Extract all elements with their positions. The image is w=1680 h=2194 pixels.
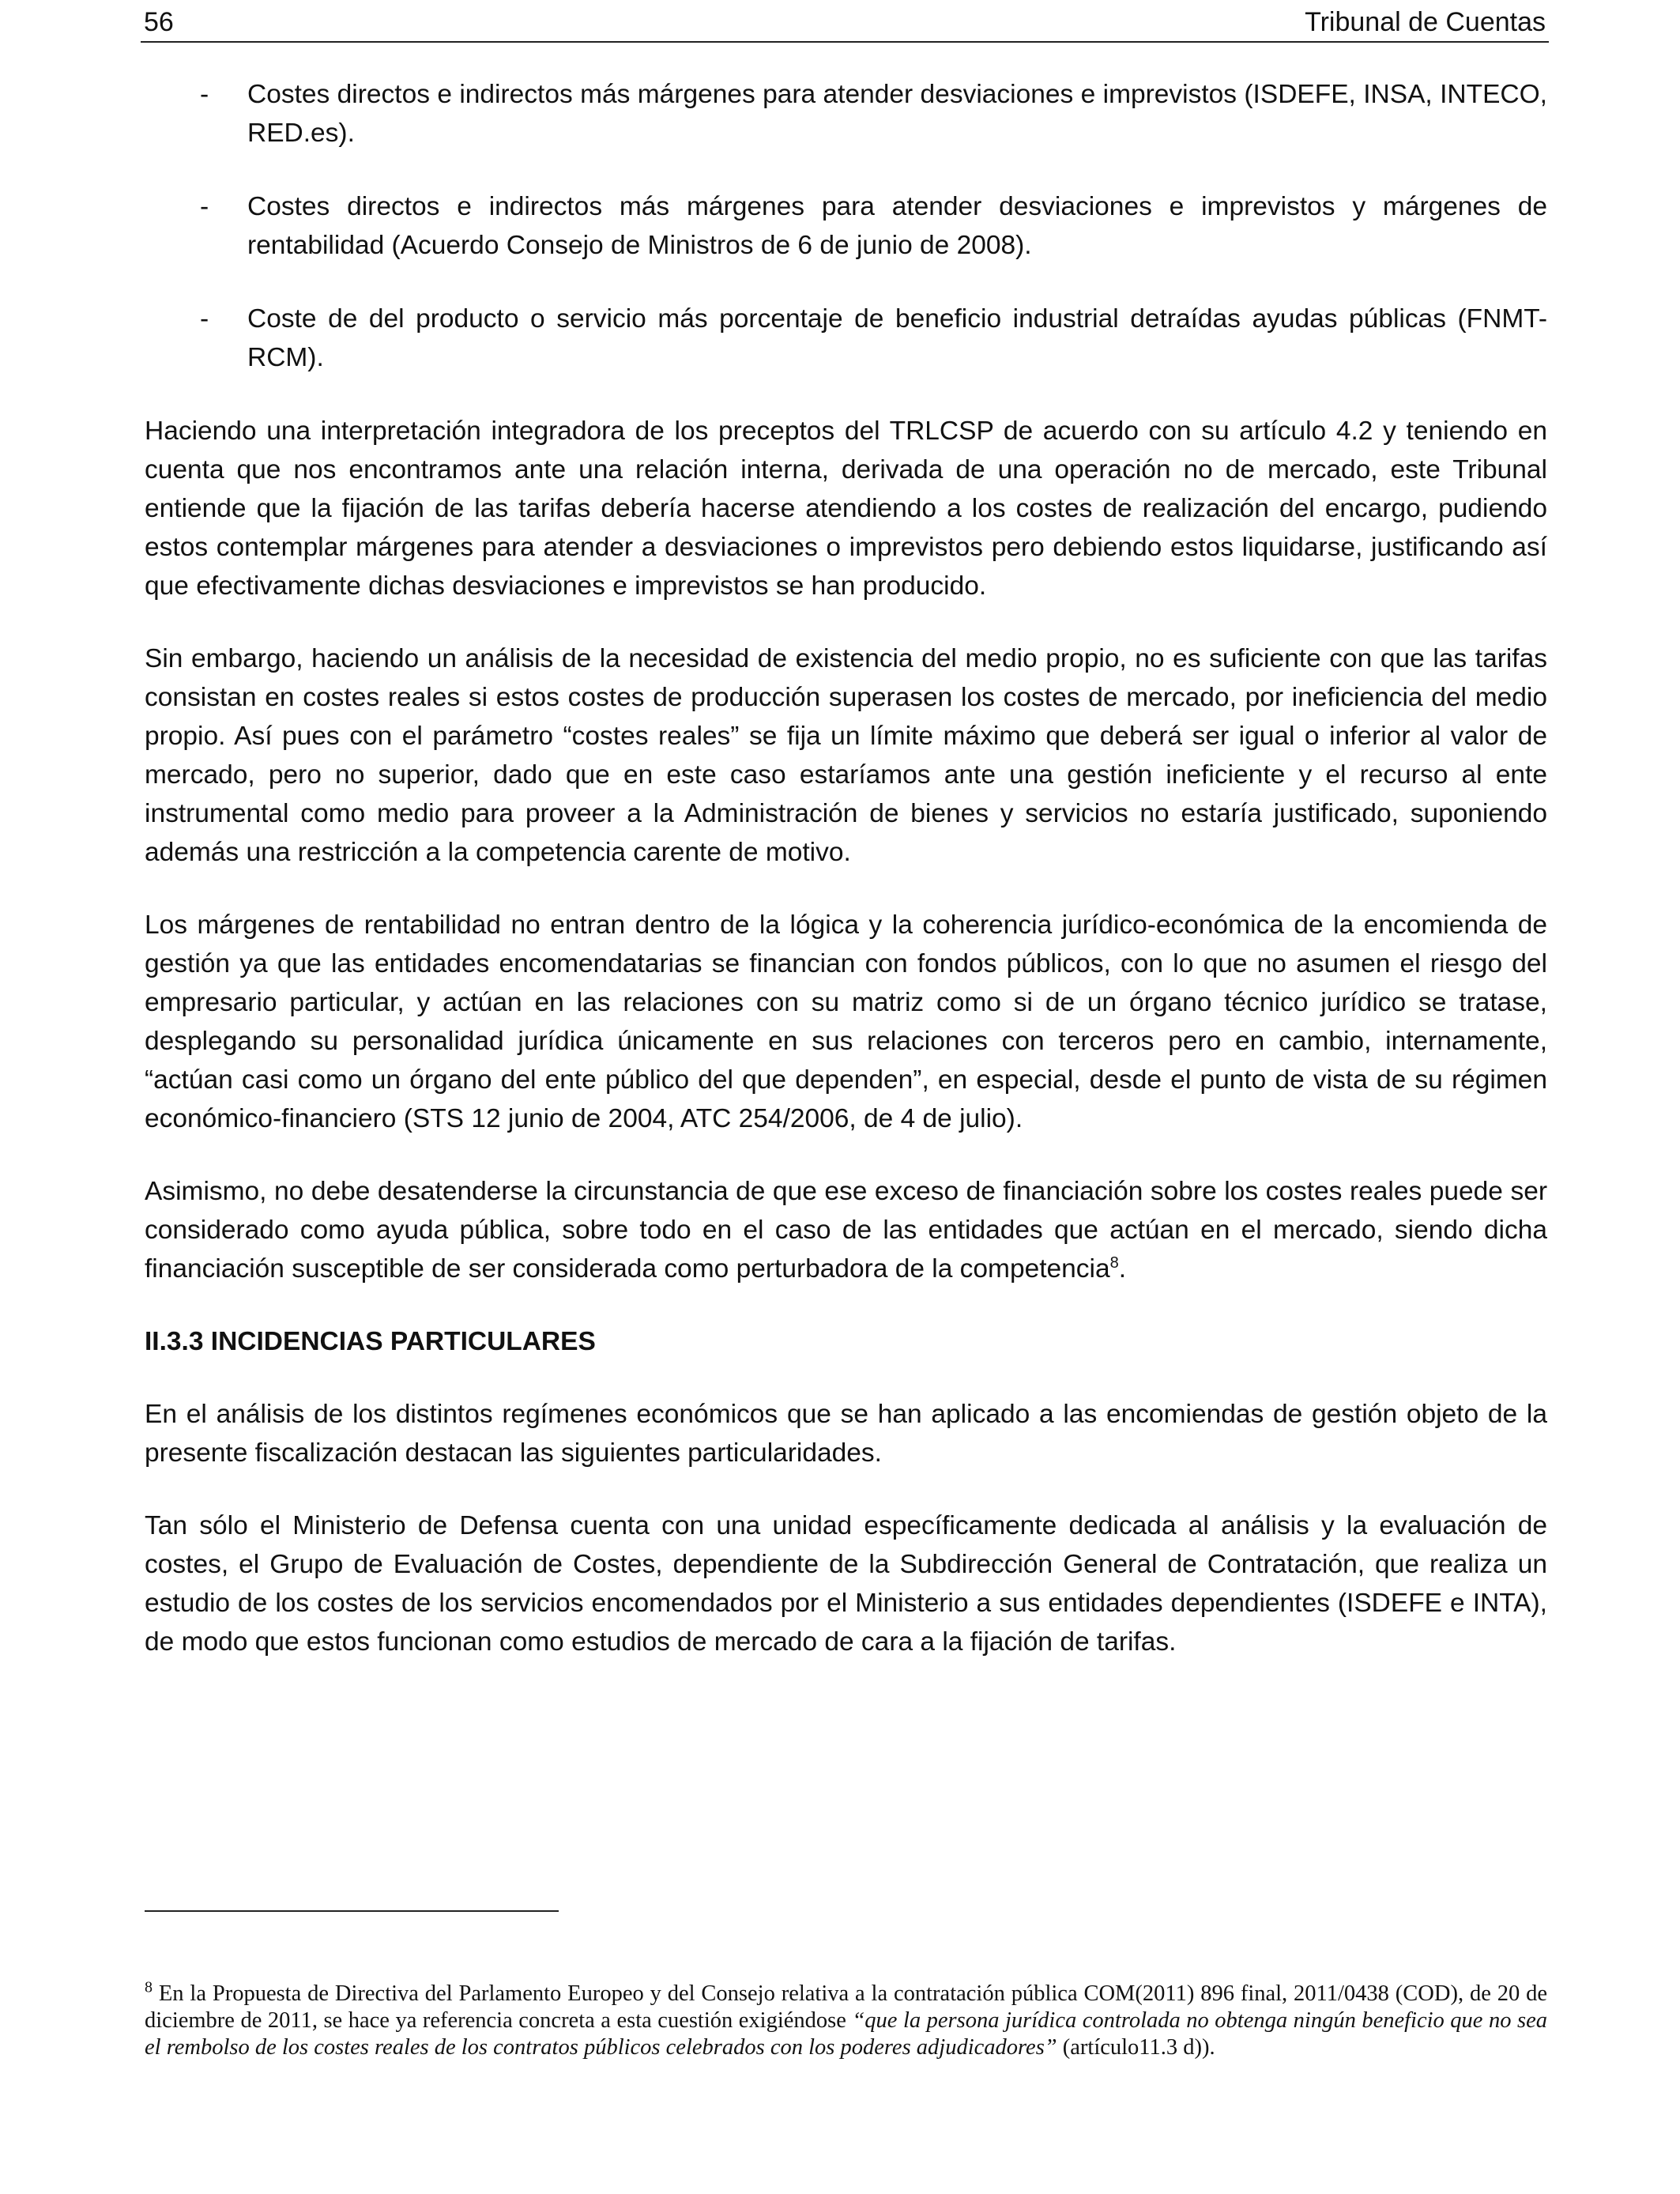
paragraph-text: Asimismo, no debe desatenderse la circunstancia de que ese exceso de financiación sobre los costes reales puede ser considerado como ayuda pública, sobre todo en el caso de las entidades que actúan en el mercado, siendo dicha financiación susceptible de ser considerada como perturbadora de la competencia (145, 1177, 1547, 1284)
page-number: 56 (144, 7, 174, 37)
paragraph: Haciendo una interpretación integradora de los preceptos del TRLCSP de acuerdo con su artículo 4.2 y teniendo en cuenta que nos encontramos ante una relación interna, derivada de una operación no de mercado, este Tribunal entiende que la fijación de las tarifas debería hacerse atendiendo a los costes de realización del encargo, pudiendo estos contemplar márgenes para atender a desviaciones o imprevistos pero debiendo estos liquidarse, justificando así que efectivamente dichas desviaciones e imprevistos se han producido. (145, 417, 1547, 601)
list-item (145, 187, 1547, 265)
section-heading: II.3.3 INCIDENCIAS PARTICULARES (145, 1327, 596, 1356)
paragraph: En el análisis de los distintos regímenes económicos que se han aplicado a las encomiendas de gestión objeto de la presente fiscalización destacan las siguientes particularidades. (145, 1400, 1547, 1468)
body-text (145, 75, 1547, 1695)
page-header (141, 3, 1549, 43)
paragraph-end: . (1118, 1254, 1127, 1284)
list-item (145, 300, 1547, 377)
footnote (145, 1978, 1547, 2061)
paragraph: Tan sólo el Ministerio de Defensa cuenta con una unidad específicamente dedicada al análisis y la evaluación de costes, el Grupo de Evaluación de Costes, dependiente de la Subdirección General de Contratación, que realiza un estudio de los costes de los servicios encomendados por el Ministerio a sus entidades dependientes (ISDEFE e INTA), de modo que estos funcionan como estudios de mercado de cara a la fijación de tarifas. (145, 1511, 1547, 1657)
list-item (145, 75, 1547, 153)
paragraph: Sin embargo, haciendo un análisis de la necesidad de existencia del medio propio, no es suficiente con que las tarifas consistan en costes reales si estos costes de producción superasen los costes de mercado, por ineficiencia del medio propio. Así pues con el parámetro “costes reales” se fija un límite máximo que deberá ser igual o inferior al valor de mercado, pero no superior, dado que en este caso estaríamos ante una gestión ineficiente y el recurso al ente instrumental como medio para proveer a la Administración de bienes y servicios no estaría justificado, suponiendo además una restricción a la competencia carente de motivo. (145, 644, 1547, 867)
bullet-dash: - (200, 80, 209, 109)
footnote-number: 8 (145, 1978, 153, 1996)
paragraph: Los márgenes de rentabilidad no entran dentro de la lógica y la coherencia jurídico-económica de la encomienda de gestión ya que las entidades encomendatarias se financian con fondos públicos, con lo que no asumen el riesgo del empresario particular, y actúan en las relaciones con su matriz como si de un órgano técnico jurídico se tratase, desplegando su personalidad jurídica únicamente en sus relaciones con terceros pero en cambio, internamente, “actúan casi como un órgano del ente público del que dependen”, en especial, desde el punto de vista de su régimen económico-financiero (STS 12 junio de 2004, ATC 254/2006, de 4 de julio). (145, 910, 1547, 1133)
header-title: Tribunal de Cuentas (1305, 7, 1546, 37)
footnote-separator (145, 1910, 559, 1912)
footnote-reference[interactable]: 8 (1109, 1253, 1119, 1272)
footnote-quote: “que la persona jurídica controlada no obtenga ningún beneficio que no sea el rembolso de los costes reales de los contratos públicos celebrados con los poderes adjudicadores” (145, 2008, 1547, 2060)
footnote-text: En la Propuesta de Directiva del Parlamento Europeo y del Consejo relativa a la contratación pública COM(2011) 896 final, 2011/0438 (COD), de 20 de diciembre de 2011, se hace ya referencia concreta a esta cuestión exigiéndose (145, 1981, 1547, 2033)
list-item-text: Costes directos e indirectos más márgenes para atender desviaciones e imprevistos (ISDEFE, INSA, INTECO, RED.es). (247, 80, 1547, 148)
footnote-citation: (artículo11.3 d)). (1057, 2035, 1215, 2060)
bullet-dash: - (200, 192, 209, 221)
paragraph (145, 1172, 1547, 1288)
bullet-dash: - (200, 304, 209, 334)
list-item-text: Coste de del producto o servicio más porcentaje de beneficio industrial detraídas ayudas públicas (FNMT-RCM). (247, 304, 1547, 372)
list-item-text: Costes directos e indirectos más márgenes para atender desviaciones e imprevistos y márgenes de rentabilidad (Acuerdo Consejo de Ministros de 6 de junio de 2008). (247, 192, 1547, 260)
